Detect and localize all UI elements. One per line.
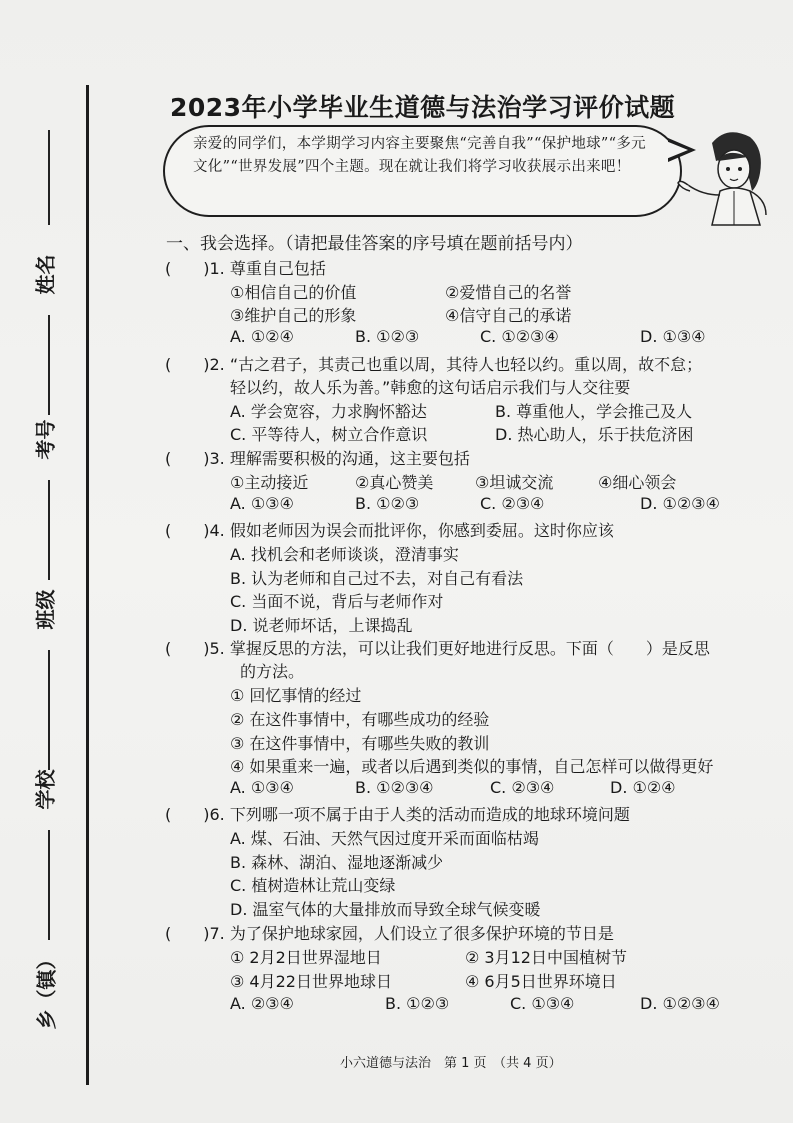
name-field-line xyxy=(48,130,50,225)
school-label: 学校 xyxy=(33,769,58,810)
q5-statement-3: ③ 在这件事情中，有哪些失败的教训 xyxy=(230,734,490,753)
question-6: ( )6. 下列哪一项不属于由于人类的活动而造成的地球环境问题 xyxy=(165,805,630,824)
question-2-cont: 轻以约，故人乐为善。”韩愈的这句话启示我们与人交往要 xyxy=(230,378,631,397)
question-2: ( )2. “古之君子，其责己也重以周，其待人也轻以约。重以周，故不怠； xyxy=(165,355,703,374)
q1-option-b: B. ①②③ xyxy=(355,327,420,346)
number-field-line xyxy=(48,315,50,415)
q1-statement-1: ①相信自己的价值 xyxy=(230,283,357,302)
q1-statement-3: ③维护自己的形象 xyxy=(230,306,357,325)
q7-option-a: A. ②③④ xyxy=(230,994,294,1013)
q1-option-c: C. ①②③④ xyxy=(480,327,559,346)
q5-statement-1: ① 回忆事情的经过 xyxy=(230,686,362,705)
q6-option-a: A. 煤、石油、天然气因过度开采而面临枯竭 xyxy=(230,829,539,848)
question-5-cont: 的方法。 xyxy=(240,662,305,681)
q5-option-c: C. ②③④ xyxy=(490,778,555,797)
exam-title: 2023年小学毕业生道德与法治学习评价试题 xyxy=(170,93,676,122)
binding-line xyxy=(86,85,89,1085)
name-label: 姓名 xyxy=(33,254,58,295)
page-footer: 小六道德与法治 第 1 页 （共 4 页） xyxy=(340,1056,562,1071)
question-5: ( )5. 掌握反思的方法，可以让我们更好地进行反思。下面（ ）是反思 xyxy=(165,639,710,658)
q5-statement-4: ④ 如果重来一遍，或者以后遇到类似的事情，自己怎样可以做得更好 xyxy=(230,757,714,776)
q2-option-a: A. 学会宽容，力求胸怀豁达 xyxy=(230,402,427,421)
q5-option-b: B. ①②③④ xyxy=(355,778,434,797)
intro-text: 亲爱的同学们，本学期学习内容主要聚焦“完善自我”“保护地球”“多元文化”“世界发展”四个主题。现在就让我们将学习收获展示出来吧！ xyxy=(193,136,646,175)
number-label: 考号 xyxy=(33,419,58,460)
q3-option-b: B. ①②③ xyxy=(355,494,420,513)
q7-option-d: D. ①②③④ xyxy=(640,994,720,1013)
section-heading-choice: 一、我会选择。（请把最佳答案的序号填在题前括号内） xyxy=(166,234,583,254)
question-7: ( )7. 为了保护地球家园，人们设立了很多保护环境的节日是 xyxy=(165,924,614,943)
q1-statement-4: ④信守自己的承诺 xyxy=(445,306,572,325)
class-label: 班级 xyxy=(33,589,58,630)
q2-option-b: B. 尊重他人，学会推己及人 xyxy=(495,402,693,421)
q6-option-d: D. 温室气体的大量排放而导致全球气候变暖 xyxy=(230,900,541,919)
q4-option-c: C. 当面不说，背后与老师作对 xyxy=(230,592,444,611)
q7-statement-3: ③ 4月22日世界地球日 xyxy=(230,972,392,991)
q1-option-a: A. ①②④ xyxy=(230,327,294,346)
q3-option-d: D. ①②③④ xyxy=(640,494,720,513)
q6-option-c: C. 植树造林让荒山变绿 xyxy=(230,876,396,895)
q3-statement-2: ②真心赞美 xyxy=(355,473,434,492)
q7-statement-1: ① 2月2日世界湿地日 xyxy=(230,948,382,967)
school-field-line xyxy=(48,650,50,770)
q2-option-d: D. 热心助人，乐于扶危济困 xyxy=(495,425,694,444)
q2-option-c: C. 平等待人，树立合作意识 xyxy=(230,425,428,444)
q3-option-a: A. ①③④ xyxy=(230,494,294,513)
question-3: ( )3. 理解需要积极的沟通，这主要包括 xyxy=(165,449,470,468)
q5-option-a: A. ①③④ xyxy=(230,778,294,797)
girl-illustration xyxy=(672,125,772,230)
q4-option-d: D. 说老师坏话，上课捣乱 xyxy=(230,616,413,635)
q5-option-d: D. ①②④ xyxy=(610,778,676,797)
question-4: ( )4. 假如老师因为误会而批评你，你感到委屈。这时你应该 xyxy=(165,521,614,540)
q6-option-b: B. 森林、湖泊、湿地逐渐减少 xyxy=(230,853,444,872)
q4-option-a: A. 找机会和老师谈谈，澄清事实 xyxy=(230,545,459,564)
q3-statement-3: ③坦诚交流 xyxy=(475,473,554,492)
q7-statement-4: ④ 6月5日世界环境日 xyxy=(465,972,617,991)
question-1: ( )1. 尊重自己包括 xyxy=(165,259,326,278)
q1-option-d: D. ①③④ xyxy=(640,327,706,346)
q3-option-c: C. ②③④ xyxy=(480,494,545,513)
class-field-line xyxy=(48,480,50,580)
town-label: 乡（镇） xyxy=(34,949,59,1030)
q4-option-b: B. 认为老师和自己过不去，对自己有看法 xyxy=(230,569,524,588)
q5-statement-2: ② 在这件事情中，有哪些成功的经验 xyxy=(230,710,490,729)
q7-statement-2: ② 3月12日中国植树节 xyxy=(465,948,627,967)
q7-option-c: C. ①③④ xyxy=(510,994,575,1013)
q7-option-b: B. ①②③ xyxy=(385,994,450,1013)
q1-statement-2: ②爱惜自己的名誉 xyxy=(445,283,572,302)
q3-statement-1: ①主动接近 xyxy=(230,473,309,492)
q3-statement-4: ④细心领会 xyxy=(598,473,677,492)
town-field-line xyxy=(48,830,50,940)
